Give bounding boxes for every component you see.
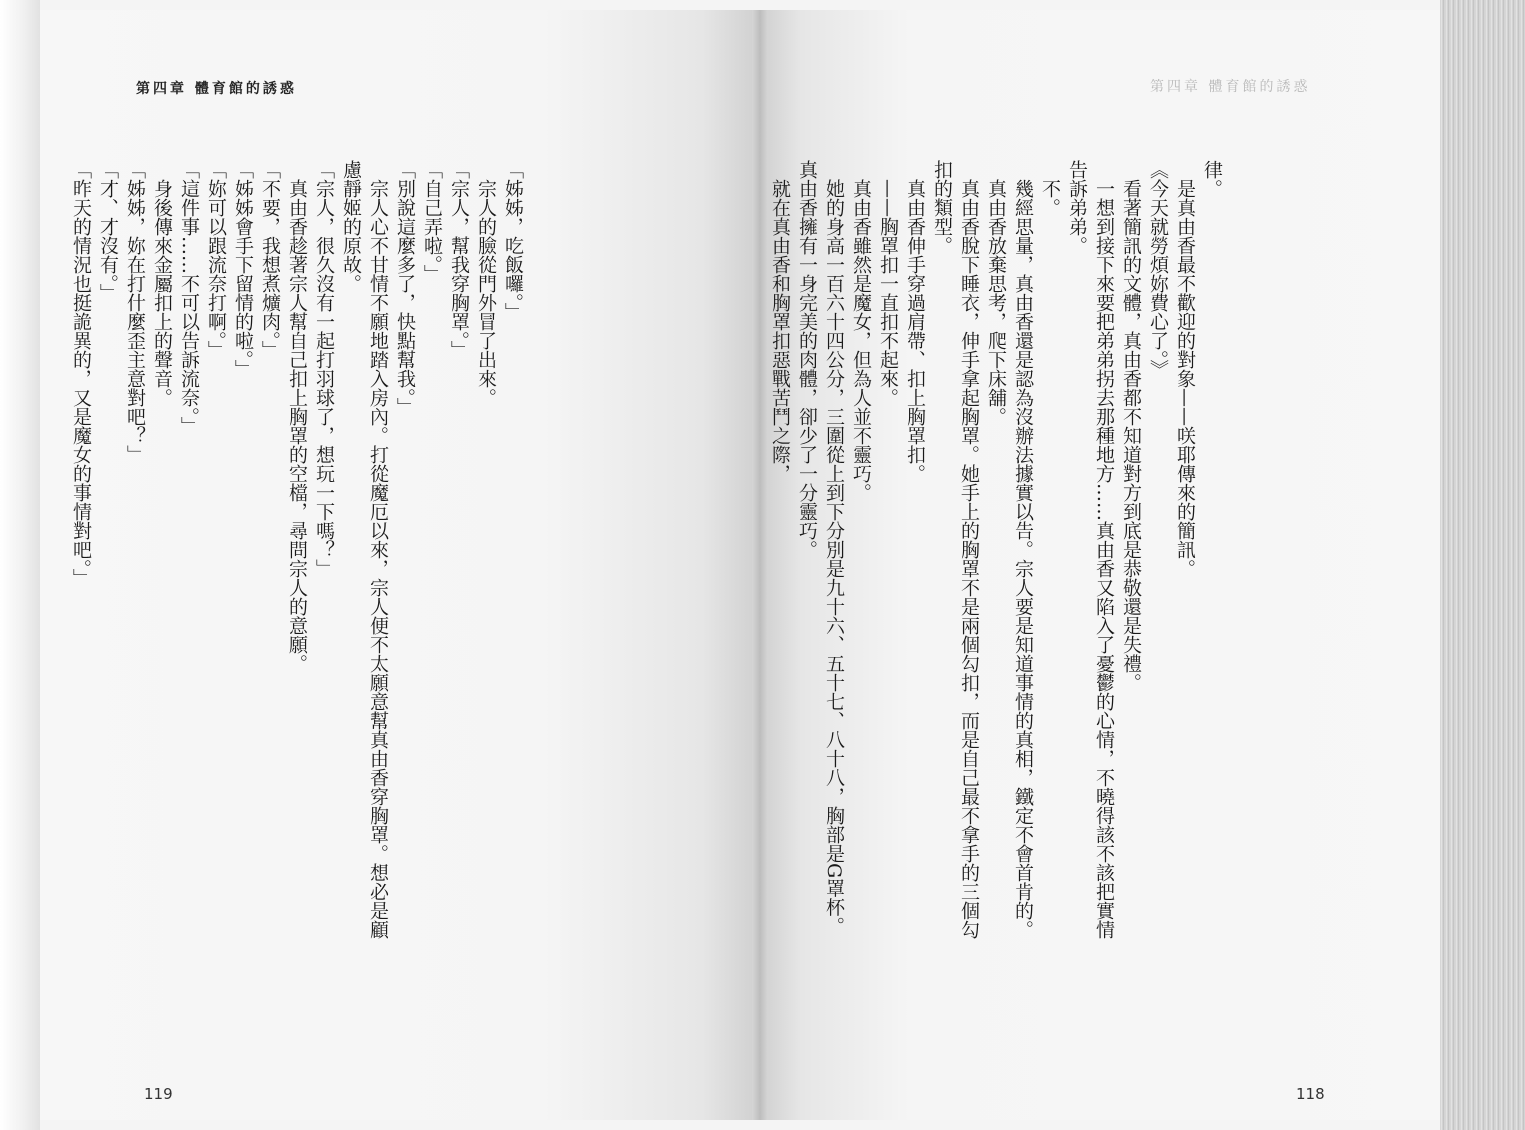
text-line: 「這件事……不可以告訴流奈。」 <box>178 160 200 436</box>
text-line: 一想到接下來要把弟弟拐去那種地方……真由香又陷入了憂鬱的心情，不曉得該不該把實情 <box>1093 179 1115 939</box>
text-line: 是真由香最不歡迎的對象——咲耶傳來的簡訊。 <box>1174 179 1196 578</box>
text-line: 「宗人，幫我穿胸罩。」 <box>448 160 470 360</box>
text-line: 「自己弄啦。」 <box>421 160 443 284</box>
page-stack-edge <box>1440 0 1525 1130</box>
text-line: 告訴弟弟。 <box>1066 160 1088 255</box>
text-line: 「宗人，很久沒有一起打羽球了，想玩一下嗎？」 <box>313 160 335 578</box>
right-page-text-column <box>769 160 1225 1040</box>
text-line: ——胸罩扣一直扣不起來。 <box>877 179 899 407</box>
text-line: 扣的類型。 <box>931 160 953 255</box>
text-line: 身後傳來金屬扣上的聲音。 <box>151 179 173 407</box>
text-line: 真由香伸手穿過肩帶、扣上胸罩扣。 <box>904 179 926 483</box>
text-line: 「才、才沒有。」 <box>97 160 119 303</box>
text-line: 慮靜姬的原故。 <box>340 160 362 293</box>
text-line: 「妳可以跟流奈打啊。」 <box>205 160 227 360</box>
text-line: 真由香趁著宗人幫自己扣上胸罩的空檔，尋問宗人的意願。 <box>286 179 308 673</box>
text-line: 《今天就勞煩妳費心了。》 <box>1147 160 1169 379</box>
text-line: 真由香放棄思考，爬下床舖。 <box>985 179 1007 426</box>
text-line: 就在真由香和胸罩扣惡戰苦鬥之際， <box>769 179 791 483</box>
text-line: 「不要，我想煮爌肉。」 <box>259 160 281 360</box>
text-line: 「昨天的情況也挺詭異的，又是魔女的事情對吧。」 <box>70 160 92 588</box>
right-running-head-show-through: 第四章 體育館的誘惑 <box>1150 79 1311 95</box>
text-line: 宗人心不甘情不願地踏入房內。打從魔厄以來，宗人便不太願意幫真由香穿胸罩。想必是顧 <box>367 179 389 939</box>
text-line: 真由香擁有一身完美的肉體，卻少了一分靈巧。 <box>796 160 818 559</box>
text-line: 不。 <box>1039 179 1061 217</box>
page-edge-left <box>0 0 40 1130</box>
text-line: 「姊姊會手下留情的啦。」 <box>232 160 254 379</box>
text-line: 看著簡訊的文體，真由香都不知道對方到底是恭敬還是失禮。 <box>1120 179 1142 692</box>
left-page-number: 119 <box>144 1085 173 1103</box>
text-line: 「別說這麼多了，快點幫我。」 <box>394 160 416 417</box>
text-line: 她的身高一百六十四公分，三圍從上到下分別是九十六、五十七、八十八，胸部是G罩杯。 <box>823 179 845 936</box>
text-line: 幾經思量，真由香還是認為沒辦法據實以告。宗人要是知道事情的真相，鐵定不會首肯的。 <box>1012 179 1034 939</box>
left-running-head: 第四章 體育館的誘惑 <box>136 81 297 97</box>
left-page-text-column <box>70 160 526 1040</box>
text-line: 律。 <box>1201 160 1223 198</box>
text-line: 「姊姊，吃飯囉。」 <box>502 160 524 322</box>
right-page-number: 118 <box>1296 1085 1325 1103</box>
text-line: 真由香雖然是魔女，但為人並不靈巧。 <box>850 179 872 502</box>
text-line: 宗人的臉從門外冒了出來。 <box>475 179 497 407</box>
text-line: 真由香脫下睡衣，伸手拿起胸罩。她手上的胸罩不是兩個勾扣，而是自己最不拿手的三個勾 <box>958 179 980 939</box>
text-line: 「姊姊，妳在打什麼歪主意對吧？」 <box>124 160 146 464</box>
